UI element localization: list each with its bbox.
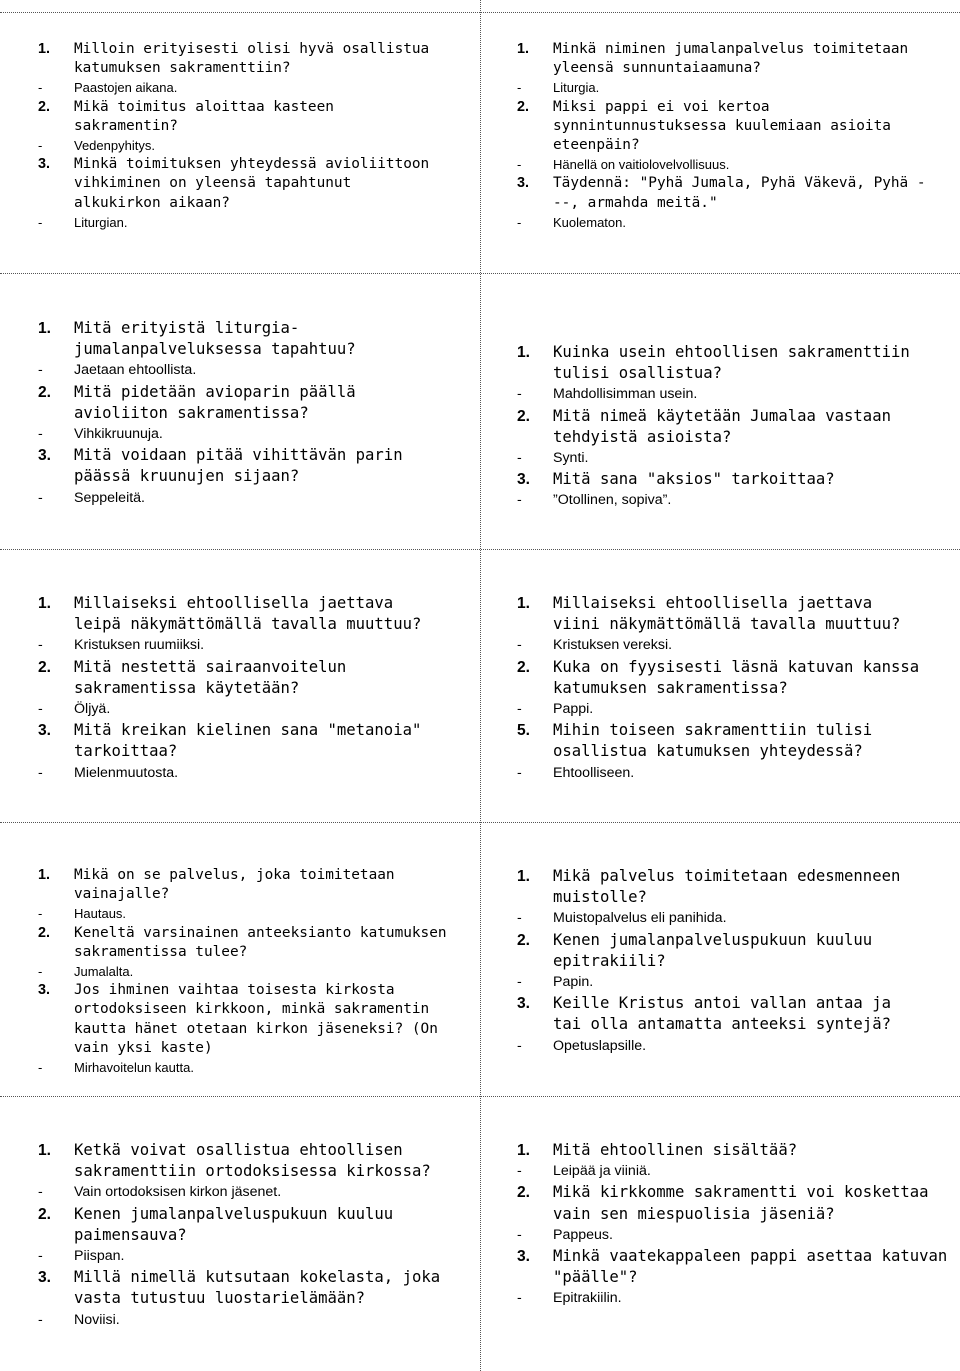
- question-item: [38, 445, 448, 509]
- quiz-card: [517, 866, 927, 1057]
- question-text: Mikä on se palvelus, joka toimitetaan vainajalle?: [74, 867, 395, 903]
- question-text: Ketkä voivat osallistua ehtoollisen sakramenttiin ortodoksisessa kirkossa?: [74, 1141, 431, 1181]
- question-text: Mikä kirkkomme sakramentti voi koskettaa vain sen miespuolisia jäseniä?: [553, 1183, 929, 1223]
- answer-dash: -: [517, 386, 522, 403]
- question-text: Mitä ehtoollinen sisältää?: [553, 1141, 798, 1159]
- answer-text: Vain ortodoksisen kirkon jäsenet.: [74, 1184, 282, 1201]
- answer-text: Leipää ja viiniä.: [553, 1163, 651, 1180]
- vertical-cut-line: [480, 0, 481, 1371]
- answer-dash: -: [517, 492, 522, 509]
- question-text: Täydennä: "Pyhä Jumala, Pyhä Väkevä, Pyhä ---, armahda meitä.": [553, 175, 926, 211]
- question-item: [517, 174, 927, 232]
- question-text: Mihin toiseen sakramenttiin tulisi osallistua katumuksen yhteydessä?: [553, 721, 873, 761]
- answer-text: Piispan.: [74, 1248, 125, 1265]
- answer-dash: -: [517, 637, 522, 654]
- answer-dash: -: [517, 450, 522, 467]
- quiz-card: [38, 866, 478, 1077]
- quiz-card: [38, 593, 448, 784]
- question-number: 1.: [38, 1142, 52, 1159]
- answer-text: Pappeus.: [553, 1226, 613, 1243]
- answer-text: Mirhavoitelun kautta.: [74, 1060, 194, 1076]
- answer-dash: -: [517, 1163, 522, 1180]
- answer-text: Hänellä on vaitiolovelvollisuus.: [553, 157, 730, 173]
- answer-text: Vedenpyhitys.: [74, 138, 155, 154]
- answer-text: Epitrakiilin.: [553, 1290, 622, 1307]
- question-text: Kuinka usein ehtoollisen sakramenttiin tulisi osallistua?: [553, 343, 910, 383]
- question-number: 1.: [517, 344, 531, 361]
- question-item: [517, 593, 927, 657]
- question-number: 3.: [38, 722, 52, 740]
- question-number: 2.: [517, 931, 531, 949]
- question-text: Kenen jumalanpalveluspukuun kuuluu epitrakiili?: [553, 930, 873, 970]
- question-number: 1.: [38, 320, 52, 337]
- question-item: [517, 98, 927, 175]
- question-text: Minkä niminen jumalanpalvelus toimitetaan yleensä sunnuntaiaamuna?: [553, 41, 909, 77]
- answer-text: Kristuksen vereksi.: [553, 637, 673, 654]
- question-number: 3.: [517, 1248, 531, 1266]
- question-number: 3.: [517, 995, 531, 1013]
- question-item: [517, 657, 927, 721]
- answer-text: Liturgian.: [74, 214, 128, 230]
- answer-text: Mielenmuutosta.: [74, 764, 179, 781]
- answer-text: Ehtoolliseen.: [553, 764, 635, 781]
- question-item: [38, 981, 478, 1077]
- quiz-card: [38, 318, 448, 509]
- quiz-card: [38, 1140, 458, 1331]
- question-number: 1.: [517, 868, 531, 885]
- answer-dash: -: [38, 1060, 43, 1076]
- answer-dash: -: [38, 362, 43, 379]
- answer-text: Vihkikruunuja.: [74, 426, 163, 443]
- horizontal-cut-line: [0, 12, 960, 13]
- answer-text: Hautaus.: [74, 906, 127, 922]
- question-text: Mitä kreikan kielinen sana "metanoia" tarkoittaa?: [74, 721, 422, 761]
- horizontal-cut-line: [0, 549, 960, 550]
- quiz-card: [517, 593, 927, 784]
- question-number: 3.: [517, 175, 530, 192]
- answer-dash: -: [38, 906, 43, 922]
- question-number: 1.: [38, 595, 52, 612]
- question-number: 3.: [38, 156, 51, 173]
- question-text: Mitä pidetään avioparin päällä avioliiton sakramentissa?: [74, 382, 356, 422]
- question-item: [517, 342, 927, 406]
- answer-dash: -: [517, 1037, 522, 1054]
- answer-text: Liturgia.: [553, 80, 600, 96]
- answer-dash: -: [38, 701, 43, 718]
- answer-text: Opetuslapsille.: [553, 1037, 647, 1054]
- question-item: [38, 1204, 458, 1268]
- answer-text: Pappi.: [553, 701, 594, 718]
- question-item: [38, 1140, 458, 1204]
- question-text: Kenen jumalanpalveluspukuun kuuluu paimensauva?: [74, 1204, 394, 1244]
- question-text: Milloin erityisesti olisi hyvä osallistua katumuksen sakramenttiin?: [74, 41, 430, 77]
- answer-text: Papin.: [553, 974, 594, 991]
- answer-text: ”Otollinen, sopiva”.: [553, 492, 672, 509]
- question-number: 3.: [38, 1269, 52, 1287]
- question-text: Mikä palvelus toimitetaan edesmenneen muistolle?: [553, 867, 901, 907]
- answer-dash: -: [38, 1184, 43, 1201]
- question-text: Minkä toimituksen yhteydessä avioliittoon vihkiminen on yleensä tapahtunut alkukirkon aikaan?: [74, 156, 430, 211]
- question-item: [38, 155, 438, 232]
- answer-dash: -: [38, 489, 43, 506]
- question-item: [517, 1246, 957, 1310]
- question-number: 1.: [517, 1142, 531, 1159]
- answer-text: Mahdollisimman usein.: [553, 386, 698, 403]
- question-item: [38, 593, 448, 657]
- answer-dash: -: [38, 1248, 43, 1265]
- question-item: [38, 657, 448, 721]
- answer-dash: -: [38, 214, 43, 230]
- quiz-card: [517, 1140, 957, 1310]
- quiz-card: [517, 40, 927, 232]
- question-number: 2.: [38, 383, 52, 401]
- answer-dash: -: [38, 426, 43, 443]
- question-number: 1.: [38, 41, 51, 57]
- question-item: [517, 866, 927, 930]
- question-text: Mitä voidaan pitää vihittävän parin päässä kruunujen sijaan?: [74, 446, 403, 486]
- question-number: 2.: [517, 1184, 531, 1202]
- question-item: [38, 382, 448, 446]
- question-number: 2.: [517, 658, 531, 676]
- answer-dash: -: [38, 964, 43, 980]
- horizontal-cut-line: [0, 273, 960, 274]
- answer-dash: -: [38, 80, 43, 96]
- question-text: Millaiseksi ehtoollisella jaettava viini näkymättömällä tavalla muuttuu?: [553, 594, 901, 634]
- question-text: Mitä sana "aksios" tarkoittaa?: [553, 470, 835, 489]
- question-number: 3.: [38, 447, 52, 465]
- question-item: [517, 40, 927, 98]
- question-number: 3.: [38, 982, 51, 999]
- question-text: Keneltä varsinainen anteeksianto katumuksen sakramentissa tulee?: [74, 924, 447, 960]
- answer-text: Seppeleitä.: [74, 489, 145, 506]
- answer-dash: -: [517, 910, 522, 927]
- answer-dash: -: [517, 701, 522, 718]
- answer-text: Jumalalta.: [74, 964, 134, 980]
- answer-dash: -: [517, 1290, 522, 1307]
- question-number: 2.: [38, 924, 51, 941]
- answer-text: Paastojen aikana.: [74, 80, 178, 96]
- question-text: Millaiseksi ehtoollisella jaettava leipä näkymättömällä tavalla muuttuu?: [74, 594, 422, 634]
- question-text: Keille Kristus antoi vallan antaa ja tai olla antamatta anteeksi syntejä?: [553, 994, 891, 1034]
- answer-dash: -: [517, 764, 522, 781]
- question-text: Millä nimellä kutsutaan kokelasta, joka vasta tutustuu luostarielämään?: [74, 1268, 441, 1308]
- question-text: Mitä erityistä liturgia-jumalanpalveluksessa tapahtuu?: [74, 319, 356, 359]
- question-number: 1.: [517, 41, 530, 57]
- quiz-card: [517, 342, 927, 512]
- question-number: 2.: [38, 1205, 52, 1223]
- question-number: 5.: [517, 722, 531, 740]
- question-item: [38, 98, 438, 156]
- answer-text: Synti.: [553, 450, 589, 467]
- question-item: [38, 866, 478, 924]
- question-item: [38, 720, 448, 784]
- question-text: Mikä toimitus aloittaa kasteen sakramentin?: [74, 98, 334, 134]
- question-item: [517, 720, 927, 784]
- question-item: [517, 993, 927, 1057]
- question-text: Jos ihminen vaihtaa toisesta kirkosta ortodoksiseen kirkkoon, minkä sakramentin kautta hänet otetaan kirkon jäseneksi? (On vain yksi kaste): [74, 982, 438, 1056]
- answer-dash: -: [38, 764, 43, 781]
- question-number: 1.: [517, 595, 531, 612]
- question-number: 3.: [517, 471, 531, 489]
- answer-dash: -: [517, 1226, 522, 1243]
- answer-dash: -: [38, 637, 43, 654]
- question-number: 2.: [38, 98, 51, 115]
- answer-dash: -: [38, 138, 43, 154]
- question-text: Miksi pappi ei voi kertoa synnintunnustuksessa kuulemiaan asioita eteenpäin?: [553, 98, 891, 154]
- question-text: Minkä vaatekappaleen pappi asettaa katuvan "päälle"?: [553, 1247, 948, 1287]
- question-text: Kuka on fyysisesti läsnä katuvan kanssa katumuksen sakramentissa?: [553, 657, 920, 697]
- question-item: [517, 1182, 957, 1246]
- question-item: [517, 406, 927, 470]
- question-number: 1.: [38, 867, 51, 883]
- answer-dash: -: [38, 1311, 43, 1328]
- question-item: [38, 40, 438, 98]
- question-item: [38, 318, 448, 382]
- answer-text: Jaetaan ehtoollista.: [74, 362, 197, 379]
- question-number: 2.: [38, 658, 52, 676]
- question-item: [517, 1140, 957, 1182]
- answer-text: Kuolematon.: [553, 214, 626, 230]
- question-item: [38, 924, 478, 982]
- answer-dash: -: [517, 80, 522, 96]
- question-number: 2.: [517, 98, 530, 115]
- question-item: [38, 1267, 458, 1331]
- answer-dash: -: [517, 974, 522, 991]
- answer-text: Noviisi.: [74, 1311, 120, 1328]
- answer-dash: -: [517, 157, 522, 173]
- answer-text: Kristuksen ruumiiksi.: [74, 637, 205, 654]
- quiz-card: [38, 40, 438, 232]
- answer-dash: -: [517, 214, 522, 230]
- question-text: Mitä nestettä sairaanvoitelun sakramentissa käytetään?: [74, 657, 347, 697]
- horizontal-cut-line: [0, 822, 960, 823]
- question-text: Mitä nimeä käytetään Jumalaa vastaan tehdyistä asioista?: [553, 406, 891, 446]
- question-item: [517, 930, 927, 994]
- horizontal-cut-line: [0, 1096, 960, 1097]
- question-item: [517, 469, 927, 511]
- question-number: 2.: [517, 407, 531, 425]
- answer-text: Öljyä.: [74, 701, 111, 718]
- answer-text: Muistopalvelus eli panihida.: [553, 910, 727, 927]
